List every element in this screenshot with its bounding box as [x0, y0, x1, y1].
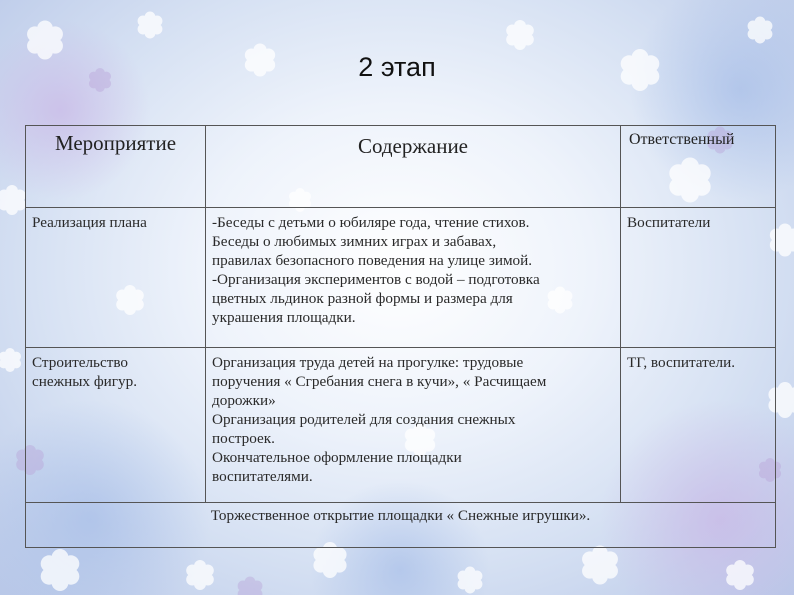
content-line: Организация труда детей на прогулке: трудовые — [212, 354, 524, 371]
header-event: Мероприятие — [26, 126, 206, 208]
content-line: дорожки» — [212, 392, 276, 409]
table-row — [26, 348, 776, 503]
responsible-cell: Воспитатели — [621, 208, 776, 348]
event-cell: Реализация плана — [26, 208, 206, 348]
header-responsible: Ответственный — [621, 126, 776, 208]
content-line: цветных льдинок разной формы и размера для — [212, 290, 513, 307]
header-content: Содержание — [206, 126, 621, 208]
responsible-cell: ТГ, воспитатели. — [621, 348, 776, 503]
event-cell — [26, 348, 206, 503]
table-header-row — [26, 126, 776, 208]
content-cell — [206, 208, 621, 348]
event-line: Строительство — [32, 354, 128, 371]
content-line: построек. — [212, 430, 275, 447]
final-row-text: Торжественное открытие площадки « Снежные игрушки». — [26, 503, 776, 548]
content-line: -Беседы с детьми о юбиляре года, чтение стихов. — [212, 214, 530, 231]
content-line: -Организация экспериментов с водой – подготовка — [212, 271, 540, 288]
final-row — [26, 503, 776, 548]
content-line: правилах безопасного поведения на улице зимой. — [212, 252, 533, 269]
event-line: снежных фигур. — [32, 373, 138, 390]
slide-title: 2 этап — [358, 52, 436, 82]
table-row — [26, 208, 776, 348]
content-cell — [206, 348, 621, 503]
content-line: поручения « Сгребания снега в кучи», « Расчищаем — [212, 373, 547, 390]
plan-table — [25, 125, 776, 548]
content-line: Организация родителей для создания снежных — [212, 411, 516, 428]
content-line: Окончательное оформление площадки — [212, 449, 462, 466]
content-line: Беседы о любимых зимних играх и забавах, — [212, 233, 497, 250]
content-line: воспитателями. — [212, 468, 313, 485]
content-line: украшения площадки. — [212, 309, 356, 326]
